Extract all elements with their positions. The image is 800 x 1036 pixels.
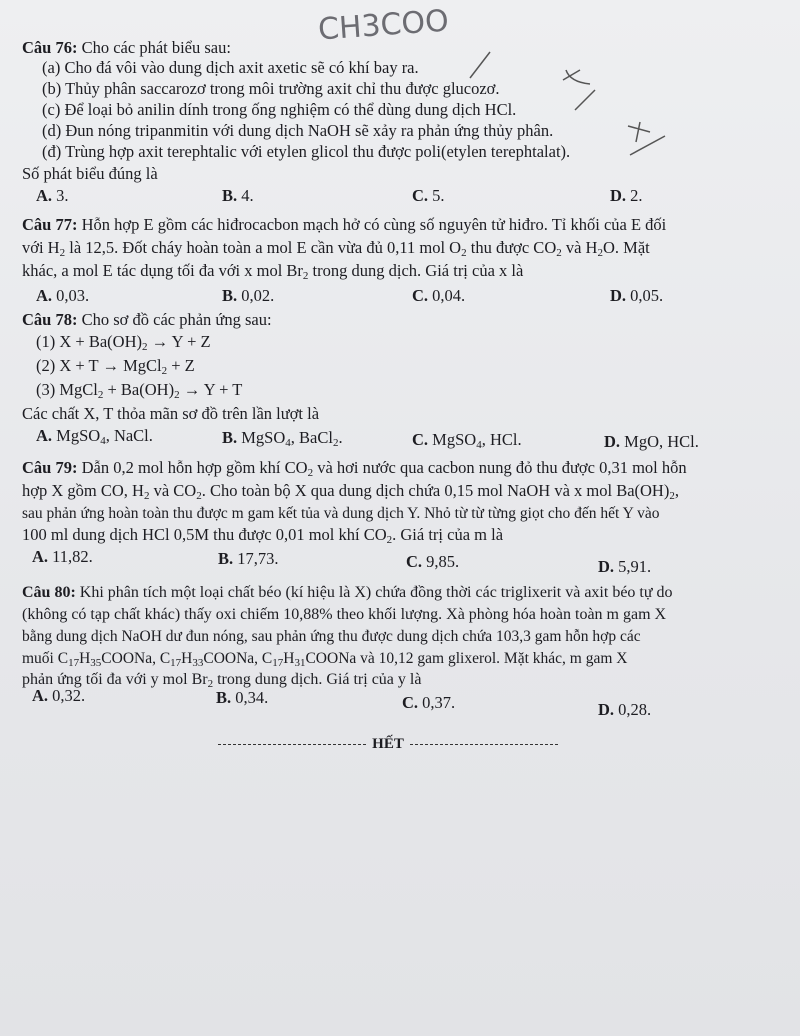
q80-option-c[interactable]: C. 0,37. xyxy=(402,693,456,712)
q79-line-4: 100 ml dung dịch HCl 0,5M thu được 0,01 mol khí $CO_2$. Giá trị của m là xyxy=(22,525,504,546)
q80-line-2: (không có tạp chất khác) thấy oxi chiếm 10,88% theo khối lượng. Xà phòng hóa hoàn toàn m gam X xyxy=(22,606,667,623)
q76-statement-c: (c) Để loại bỏ anilin dính trong ống nghiệm có thể dùng dung dịch HCl. xyxy=(42,100,517,119)
q79-option-b[interactable]: B. 17,73. xyxy=(218,549,279,568)
q77-option-d[interactable]: D. 0,05. xyxy=(610,286,664,305)
q79-line-1: Câu 79: Dẫn 0,2 mol hỗn hợp gồm khí $CO_2$ và hơi nước qua cacbon nung đỏ thu được 0,31 mol hỗn xyxy=(22,458,687,479)
q78-reaction-3: (3) MgCl$_2$ + $Ba(OH)_2 \to Y + T$ xyxy=(36,380,243,401)
q80-option-a[interactable]: A. 0,32. xyxy=(32,686,86,705)
q78-question: Các chất X, T thỏa mãn sơ đồ trên lần lượt là xyxy=(22,404,320,423)
q76-option-d[interactable]: D. 2. xyxy=(610,186,643,205)
q77-line-1: Câu 77: Hỗn hợp E gồm các hiđrocacbon mạch hở có cùng số nguyên tử hiđro. Tỉ khối của E đối xyxy=(22,215,667,234)
q76-statement-a: (a) Cho đá vôi vào dung dịch axit axetic sẽ có khí bay ra. xyxy=(42,58,419,77)
q80-option-b[interactable]: B. 0,34. xyxy=(216,688,269,707)
q77-line-3: khác, a mol E tác dụng tối đa với x mol $Br_2$ trong dung dịch. Giá trị của x là xyxy=(22,261,524,282)
q79-option-d[interactable]: D. 5,91. xyxy=(598,557,652,576)
q78-option-b[interactable]: B. MgSO$_4$, BaCl$_2$. xyxy=(222,428,343,449)
q76-option-a[interactable]: A. 3. xyxy=(36,186,69,205)
q78-reaction-1: (1) $X + Ba(OH)_2 \to Y + Z$ xyxy=(36,332,211,353)
q77-option-b[interactable]: B. 0,02. xyxy=(222,286,275,305)
q79-option-c[interactable]: C. 9,85. xyxy=(406,552,460,571)
end-text: HẾT xyxy=(372,736,404,752)
q80-line-1: Câu 80: Khi phân tích một loại chất béo (kí hiệu là X) chứa đồng thời các triglixerit và axit béo tự do xyxy=(22,584,673,601)
cross-mark-d xyxy=(628,122,650,142)
q77-line-2: với $H_2$ là 12,5. Đốt cháy hoàn toàn a mol E cần vừa đủ 0,11 mol $O_2$ thu được $CO_2$ và $H_2O$. Mặt xyxy=(22,238,650,259)
tick-mark-e xyxy=(630,136,665,155)
q79-option-a[interactable]: A. 11,82. xyxy=(32,547,93,566)
q79-line-3: sau phản ứng hoàn toàn thu được m gam kết tủa và dung dịch Y. Nhỏ từ từ từng giọt cho đến hết Y vào xyxy=(22,505,660,522)
q76-question: Số phát biểu đúng là xyxy=(22,164,158,183)
end-right-rule xyxy=(410,744,558,745)
q78-option-c[interactable]: C. MgSO$_4$, HCl. xyxy=(412,430,522,451)
q76-statement-b: (b) Thủy phân saccarozơ trong môi trường axit chỉ thu được glucozơ. xyxy=(42,79,500,98)
end-marker xyxy=(218,736,558,753)
q80-line-3: bằng dung dịch NaOH dư đun nóng, sau phản ứng thu được dung dịch chứa 103,3 gam hỗn hợp các xyxy=(22,628,641,645)
q76-stem: Câu 76: Cho các phát biểu sau: xyxy=(22,38,231,57)
q76-option-c[interactable]: C. 5. xyxy=(412,186,445,205)
tick-mark-a xyxy=(470,52,490,78)
q76-statement-e: (đ) Trùng hợp axit terephtalic với etylen glicol thu được poli(etylen terephtalat). xyxy=(42,142,571,161)
q80-line-5: phản ứng tối đa với y mol $Br_2$ trong dung dịch. Giá trị của y là xyxy=(22,671,422,690)
q76-option-b[interactable]: B. 4. xyxy=(222,186,254,205)
q78-stem: Câu 78: Cho sơ đồ các phản ứng sau: xyxy=(22,310,272,329)
q80-line-4: muối $C_{17}H_{35}COONa$, $C_{17}H_{33}COONa$, $C_{17}H_{31}COONa$ và 10,12 gam glixerol. Mặt khác, m gam X xyxy=(22,650,628,669)
q78-option-a[interactable]: A. MgSO$_4$, NaCl. xyxy=(36,426,153,447)
q77-option-c[interactable]: C. 0,04. xyxy=(412,286,466,305)
q78-reaction-2: (2) X + T → MgCl$_2$ + Z xyxy=(36,356,195,377)
q76-statement-d: (d) Đun nóng tripanmitin với dung dịch NaOH sẽ xảy ra phản ứng thủy phân. xyxy=(42,121,554,140)
q80-option-d[interactable]: D. 0,28. xyxy=(598,700,652,719)
q77-option-a[interactable]: A. 0,03. xyxy=(36,286,90,305)
q79-line-2: hợp X gồm CO, $H_2$ và $CO_2$. Cho toàn bộ X qua dung dịch chứa 0,15 mol NaOH và x mol $Ba(OH)_2$, xyxy=(22,481,679,502)
cross-mark-b xyxy=(563,70,590,84)
q78-option-d[interactable]: D. MgO, HCl. xyxy=(604,432,699,451)
handwritten-note: CH3COO xyxy=(316,3,450,48)
end-left-rule xyxy=(218,744,366,745)
tick-mark-c xyxy=(575,90,595,110)
